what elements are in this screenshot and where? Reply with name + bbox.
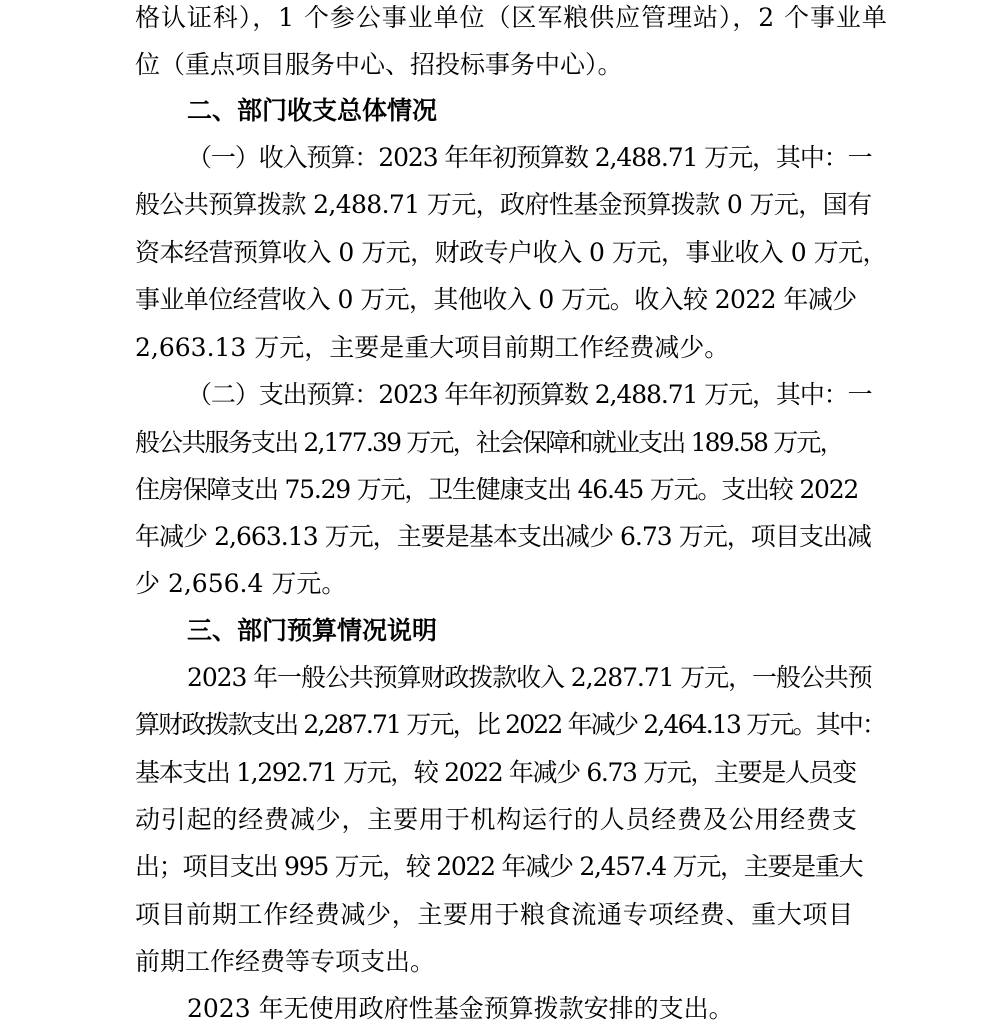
paragraph-line: 2,663.13 万元，主要是重大项目前期工作经费减少。: [135, 333, 730, 362]
paragraph-line: 基本支出 1,292.71 万元，较 2022 年减少 6.73 万元，主要是人员变: [135, 758, 856, 787]
paragraph-line: 动引起的经费减少，主要用于机构运行的人员经费及公用经费支: [135, 805, 858, 834]
paragraph-line: 格认证科），1 个参公事业单位（区军粮供应管理站），2 个事业单: [135, 3, 888, 32]
paragraph-line: 2023 年无使用政府性基金预算拨款安排的支出。: [187, 994, 734, 1023]
paragraph-line: 事业单位经营收入 0 万元，其他收入 0 万元。收入较 2022 年减少: [135, 285, 857, 314]
paragraph-line: 年减少 2,663.13 万元，主要是基本支出减少 6.73 万元，项目支出减: [135, 522, 871, 551]
paragraph-line: 前期工作经费等专项支出。: [135, 947, 436, 976]
paragraph-line: 住房保障支出 75.29 万元，卫生健康支出 46.45 万元。支出较 2022: [135, 475, 859, 504]
section-heading: 二、部门收支总体情况: [187, 96, 438, 125]
paragraph-line: 般公共服务支出 2,177.39 万元，社会保障和就业支出 189.58 万元，: [135, 428, 843, 457]
paragraph-line: 算财政拨款支出 2,287.71 万元，比 2022 年减少 2,464.13 万元。其中：: [135, 710, 886, 739]
paragraph-line: （一）收入预算：2023 年年初预算数 2,488.71 万元，其中：一: [187, 143, 872, 172]
paragraph-line: 位（重点项目服务中心、招投标事务中心）。: [135, 50, 623, 79]
section-heading: 三、部门预算情况说明: [187, 616, 438, 645]
paragraph-line: （二）支出预算：2023 年年初预算数 2,488.71 万元，其中：一: [187, 380, 872, 409]
paragraph-line: 出；项目支出 995 万元，较 2022 年减少 2,457.4 万元，主要是重大: [135, 852, 863, 881]
paragraph-line: 般公共预算拨款 2,488.71 万元，政府性基金预算拨款 0 万元，国有: [135, 190, 872, 219]
paragraph-line: 2023 年一般公共预算财政拨款收入 2,287.71 万元，一般公共预: [187, 663, 872, 692]
paragraph-line: 项目前期工作经费减少，主要用于粮食流通专项经费、重大项目: [135, 900, 854, 929]
paragraph-line: 资本经营预算收入 0 万元，财政专户收入 0 万元，事业收入 0 万元，: [135, 238, 888, 267]
paragraph-line: 少 2,656.4 万元。: [135, 569, 347, 598]
